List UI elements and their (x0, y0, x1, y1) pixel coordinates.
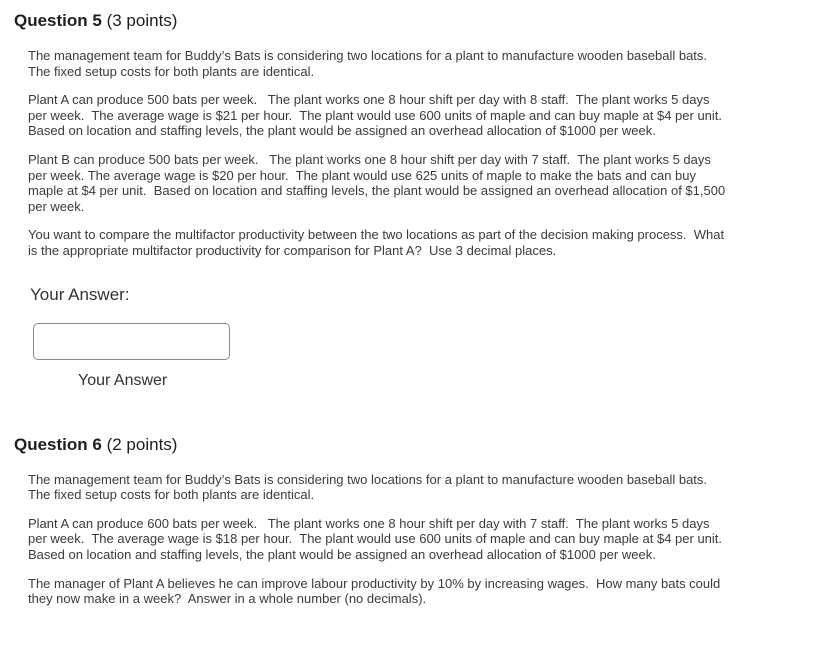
question-5-body (14, 48, 733, 259)
question-paragraph: You want to compare the multifactor productivity between the two locations as part of the decision making process. What is the appropriate multifactor productivity for comparison for Plant A? Use 3 decimal places. (28, 227, 728, 258)
question-5-points: (3 points) (106, 11, 178, 30)
question-6 (14, 434, 819, 607)
your-answer-caption: Your Answer (78, 371, 168, 389)
question-paragraph: The management team for Buddy’s Bats is considering two locations for a plant to manufacture wooden baseball bats. The fixed setup costs for both plants are identical. (28, 471, 715, 503)
question-paragraph: The management team for Buddy’s Bats is considering two locations for a plant to manufacture wooden baseball bats. The fixed setup costs for both plants are identical. (28, 48, 715, 79)
question-6-title (14, 434, 819, 456)
question-6-number: Question 6 (14, 434, 102, 454)
your-answer-label: Your Answer: (30, 284, 130, 304)
question-6-points: (2 points) (106, 434, 178, 454)
question-5-title (14, 10, 819, 32)
question-paragraph: The manager of Plant A believes he can improve labour productivity by 10% by increasing wages. How many bats could they now make in a week? Answer in a whole number (no decimals). (28, 575, 724, 607)
question-6-body (14, 471, 733, 607)
question-paragraph: Plant A can produce 600 bats per week. The plant works one 8 hour shift per day with 7 staff. The plant works 5 days per week. The average wage is $18 per hour. The plant would use 600 units of maple and can buy maple at $4 per unit. Based on location and staffing levels, the plant would be assigned an overhead allocation of $1000 per week. (28, 515, 733, 562)
question-5 (14, 10, 819, 390)
question-paragraph: Plant B can produce 500 bats per week. The plant works one 8 hour shift per day with 7 staff. The plant works 5 days per week. The average wage is $20 per hour. The plant would use 625 units of maple to make the bats and can buy maple at $4 per unit. Based on location and staffing levels, the plant would be assigned an overhead allocation of $1,500 per week. (28, 151, 729, 214)
question-5-number: Question 5 (14, 11, 102, 30)
section-spacer (14, 390, 819, 432)
answer-input[interactable] (33, 323, 230, 360)
question-paragraph: Plant A can produce 500 bats per week. The plant works one 8 hour shift per day with 8 staff. The plant works 5 days per week. The average wage is $21 per hour. The plant would use 600 units of maple and can buy maple at $4 per unit. Based on location and staffing levels, the plant would be assigned an overhead allocation of $1000 per week. (28, 92, 733, 139)
